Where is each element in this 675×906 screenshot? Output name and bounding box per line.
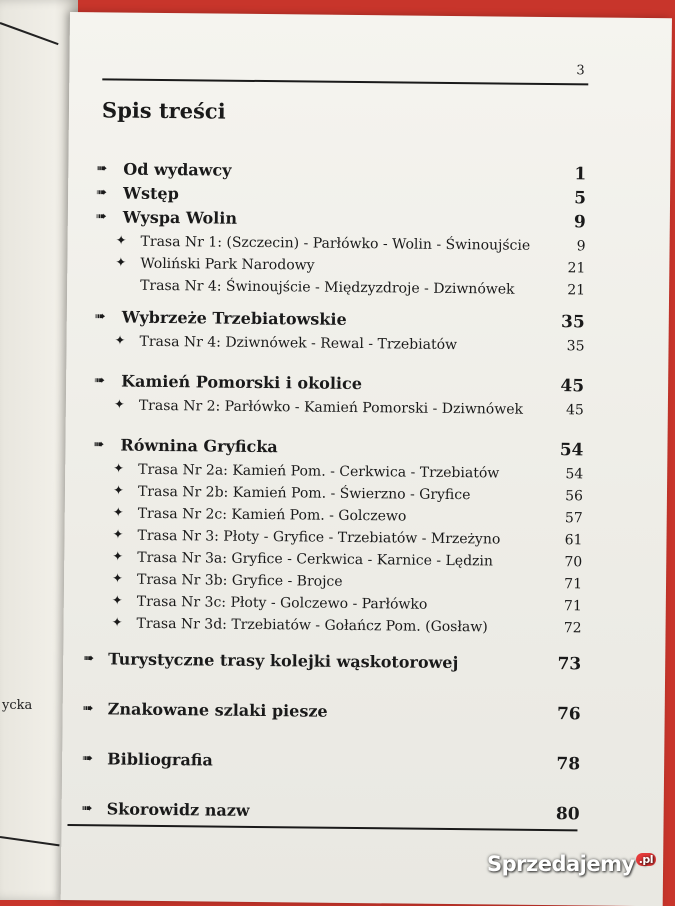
entry-page-number: 1 [574,164,587,185]
arrow-icon: ➠ [82,751,94,767]
toc-entry [66,330,668,358]
left-page-text-fragment: ycka [2,698,33,713]
entry-page-number: 21 [567,282,586,299]
star-icon: ✦ [113,461,125,477]
left-page-rule [0,22,59,45]
arrow-icon: ➠ [96,185,108,201]
entry-page-number: 45 [565,402,584,419]
star-icon: ✦ [112,505,124,521]
entry-label: Turystyczne trasy kolejki wąskotorowej [108,649,459,673]
entry-page-number: 5 [574,188,587,209]
entry-page-number: 56 [565,488,584,505]
top-rule [102,78,588,85]
entry-page-number: 57 [564,510,583,527]
star-icon: ✦ [112,483,124,499]
arrow-icon: ➠ [94,373,106,389]
arrow-icon: ➠ [94,309,106,325]
page-number: 3 [576,63,585,79]
entry-page-number: 45 [560,376,585,397]
entry-page-number: 80 [555,804,580,825]
entry-page-number: 9 [573,212,586,233]
entry-label: Znakowane szlaki piesze [107,699,328,721]
entry-label: Od wydawcy [123,159,232,180]
entry-label: Skorowidz nazw [106,799,250,820]
entry-page-number: 72 [563,620,582,637]
star-icon: ✦ [115,233,127,249]
star-icon: ✦ [111,571,124,587]
toc-section [63,648,665,676]
entry-label: Bibliografia [107,749,213,770]
entry-label: Trasa Nr 2c: Kamień Pom. - Golczewo [137,505,407,525]
entry-page-number: 61 [564,532,583,549]
entry-label: Trasa Nr 4: Dziwnówek - Rewal - Trzebiatów [139,333,458,354]
entry-page-number: 54 [565,466,584,483]
arrow-icon: ➠ [83,651,95,667]
entry-page-number: 71 [563,598,582,615]
entry-page-number: 78 [556,754,581,775]
entry-label: Wyspa Wolin [122,207,238,228]
entry-label: Trasa Nr 3a: Gryfice - Cerkwica - Karnice - Lędzin [137,549,494,570]
entry-page-number: 76 [556,704,581,725]
entry-label: Trasa Nr 2: Parłówko - Kamień Pomorski - Dziwnówek [138,397,524,418]
entry-label: Kamień Pomorski i okolice [121,371,363,394]
star-icon: ✦ [114,333,126,349]
toc-section [62,748,664,776]
entry-label: Równina Gryficka [120,435,278,457]
entry-label: Trasa Nr 4: Świnoujście - Międzyzdroje - Dziwnówek [140,277,515,298]
entry-label: Trasa Nr 3b: Gryfice - Brojce [136,571,343,590]
toc-section [62,798,664,826]
entry-label: Woliński Park Narodowy [140,255,315,274]
entry-label: Trasa Nr 3: Płoty - Gryfice - Trzebiatów - Mrzeżyno [137,527,501,548]
book-page [61,12,672,906]
toc-entry [66,394,668,422]
entry-label: Wstęp [123,183,179,204]
toc-section [63,698,665,726]
star-icon: ✦ [112,527,124,543]
entry-page-number: 71 [564,576,583,593]
star-icon: ✦ [111,615,123,631]
entry-page-number: 35 [561,312,585,333]
entry-page-number: 54 [559,440,584,461]
watermark-logo: Sprzedajemy $^{.pl}$ [487,852,656,876]
left-page-rule-bottom [0,836,60,846]
entry-page-number: 70 [564,554,583,571]
arrow-icon: ➠ [95,209,107,225]
page-title: Spis treści [101,97,226,124]
entry-page-number: 21 [567,260,586,277]
entry-label: Trasa Nr 3d: Trzebiatów - Gołańcz Pom. (Gosław) [136,615,488,636]
arrow-icon: ➠ [93,437,105,453]
entry-page-number: 9 [576,238,586,255]
entry-page-number: 35 [566,338,585,355]
entry-page-number: 73 [557,654,582,675]
bottom-rule [67,824,577,831]
entry-label: Wybrzeże Trzebiatowskie [121,307,347,329]
arrow-icon: ➠ [81,801,93,817]
star-icon: ✦ [112,549,124,565]
arrow-icon: ➠ [96,161,108,177]
star-icon: ✦ [113,397,125,413]
entry-label: Trasa Nr 3c: Płoty - Golczewo - Parłówko [136,593,428,613]
entry-label: Trasa Nr 2a: Kamień Pom. - Cerkwica - Trzebiatów [138,461,500,482]
arrow-icon: ➠ [82,701,94,717]
entry-label: Trasa Nr 2b: Kamień Pom. - Świerzno - Gryfice [137,483,471,504]
entry-label: Trasa Nr 1: (Szczecin) - Parłówko - Wolin - Świnoujście [140,233,531,254]
star-icon: ✦ [115,255,127,271]
star-icon: ✦ [111,593,123,609]
